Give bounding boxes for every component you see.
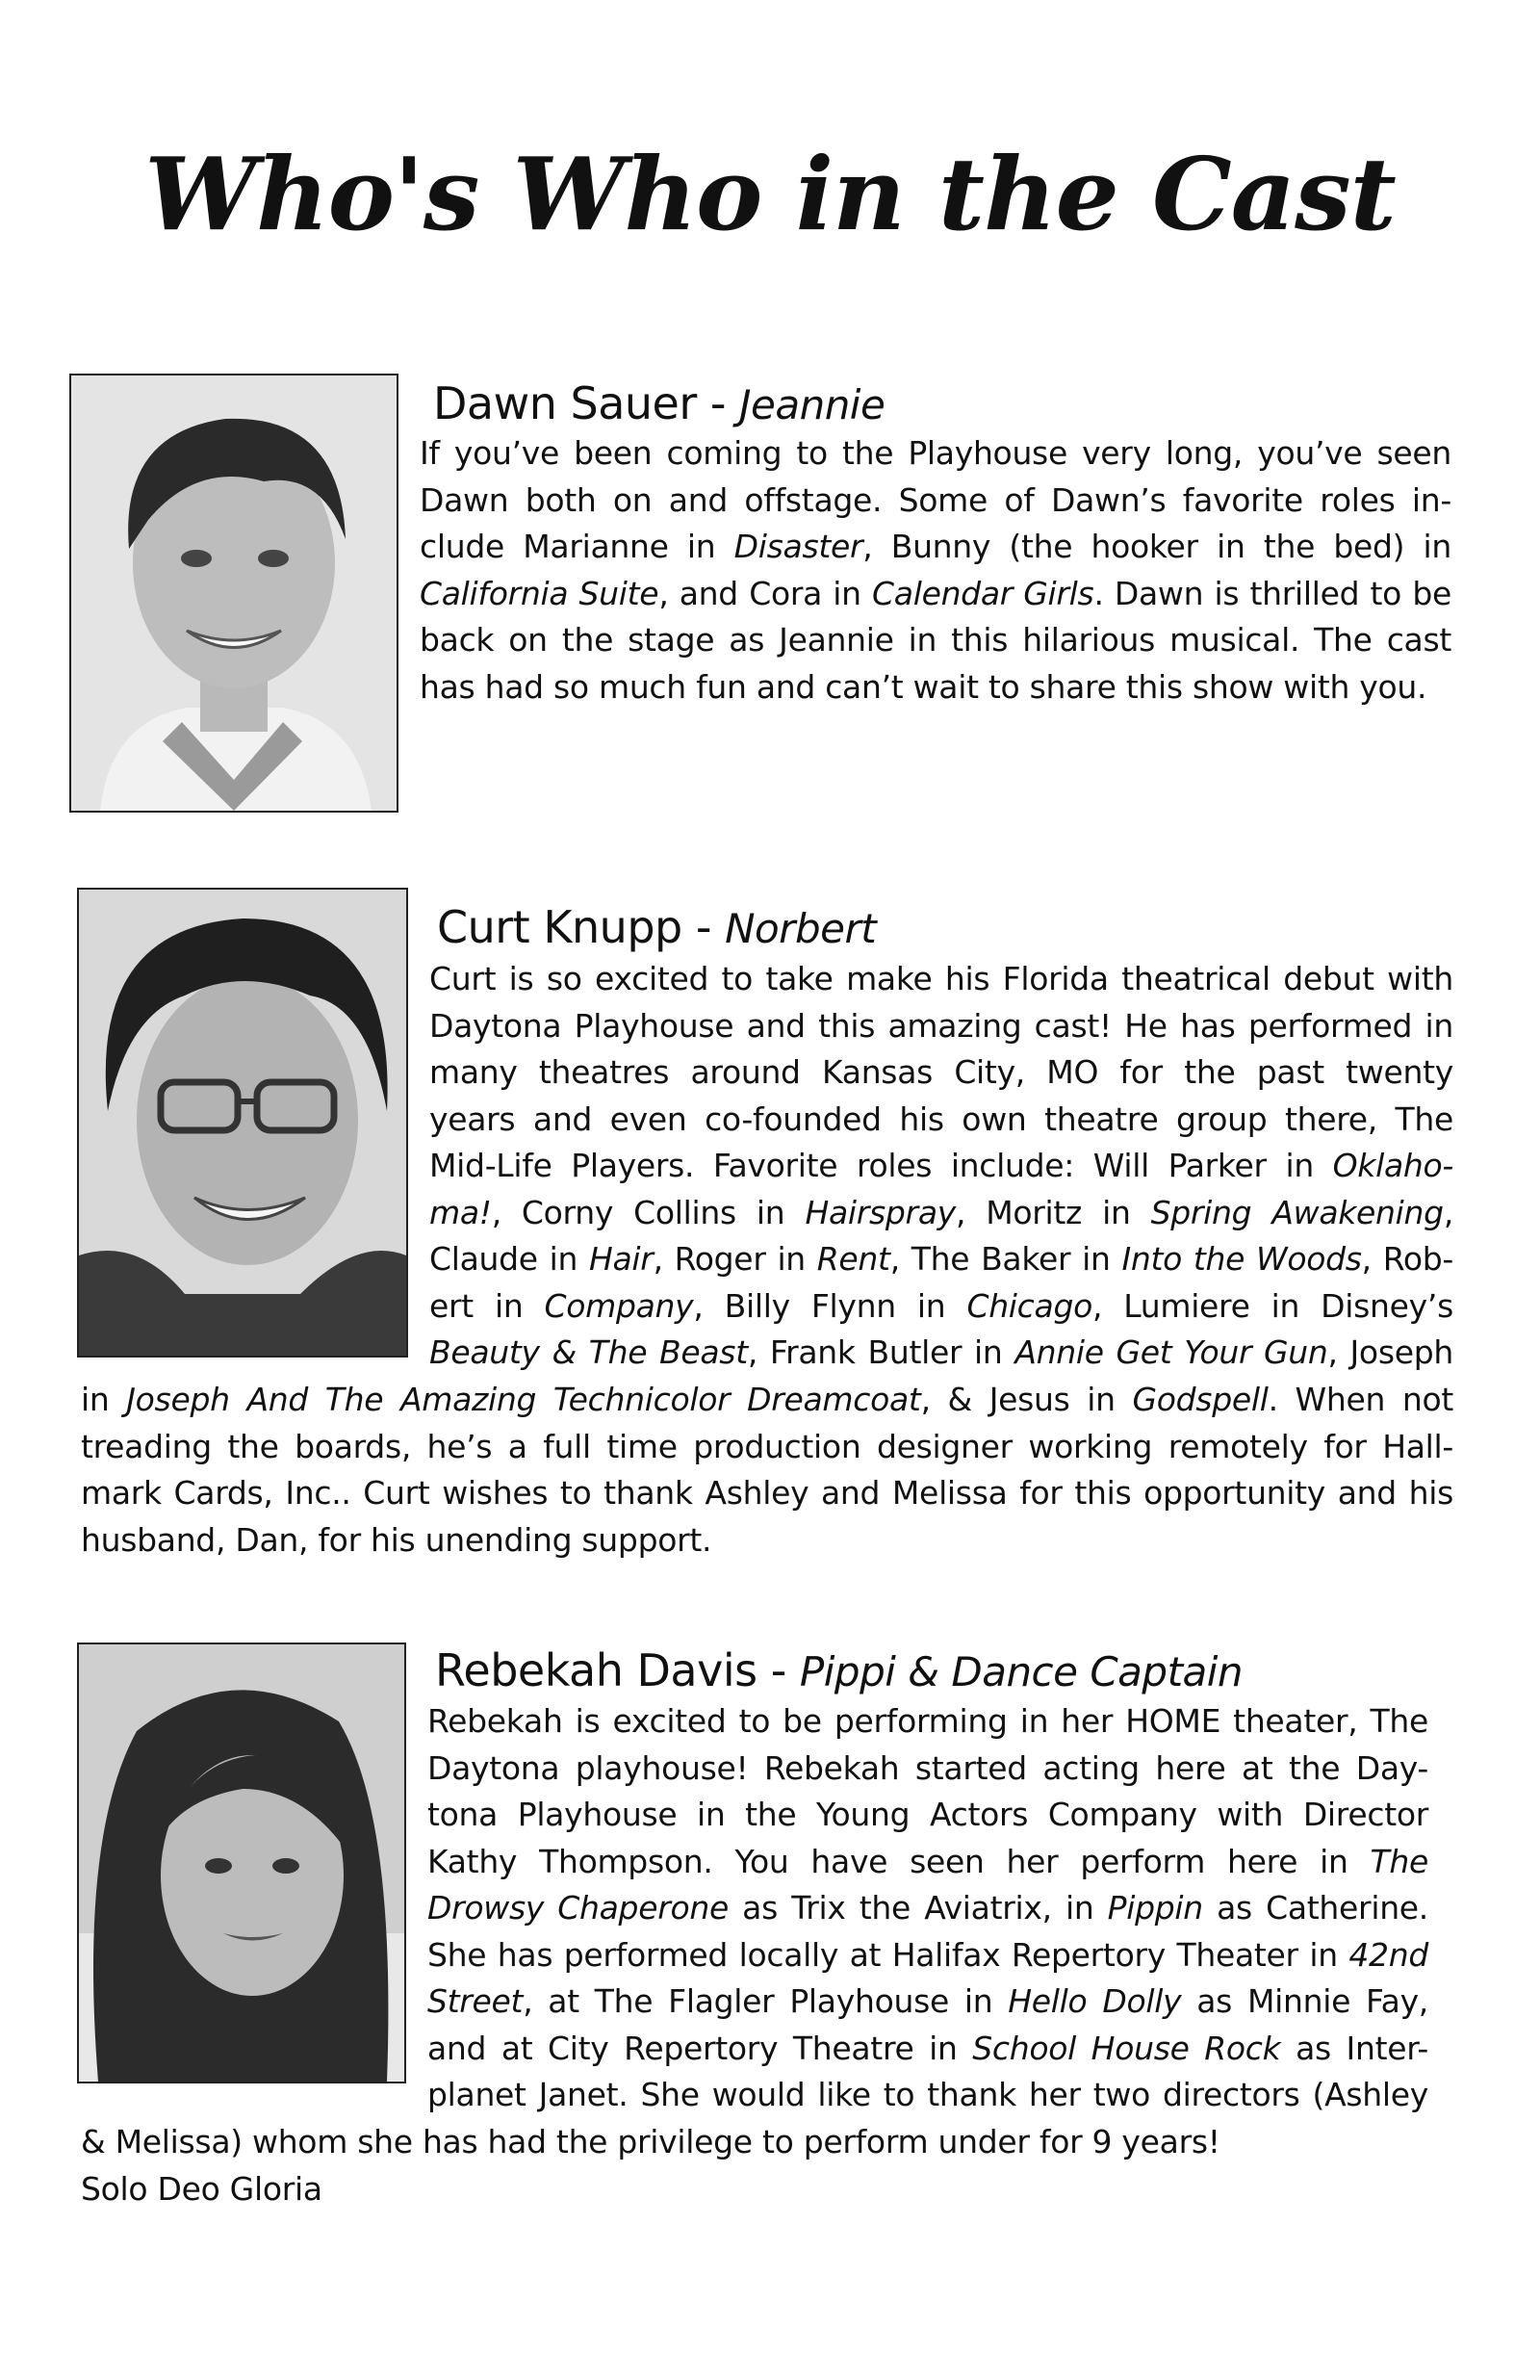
bio-title-text: Godspell	[1132, 1381, 1269, 1418]
bio-text: many theatres around Kansas City, MO for the past twenty	[429, 1053, 1453, 1091]
bio-text: mark Cards, Inc.. Curt wishes to thank Ashley and Melissa for this opportunity and his	[81, 1474, 1453, 1512]
bio-text: , and Cora in	[658, 574, 873, 612]
bio-line	[81, 2166, 1448, 2213]
bio-text: , Rob-	[1361, 1240, 1453, 1278]
bio-text: back on the stage as Jeannie in this hilarious musical. The cast	[420, 621, 1451, 659]
bio-line	[427, 2026, 1428, 2073]
bio-text: and at City Repertory Theatre in	[427, 2029, 973, 2067]
bio-title-text: Oklaho-	[1332, 1147, 1453, 1184]
bio-line	[81, 1377, 1453, 1424]
cast-name-line	[437, 901, 877, 953]
bio-line	[420, 664, 1451, 711]
cast-bio-continued	[81, 1377, 1453, 1564]
bio-text: as Inter-	[1280, 2029, 1428, 2067]
bio-text: , at The Flagler Playhouse in	[523, 1982, 1009, 2020]
bio-text: as Catherine.	[1202, 1889, 1428, 1927]
bio-title-text: Chicago	[966, 1286, 1092, 1325]
bio-text: If you’ve been coming to the Playhouse very long, you’ve seen	[420, 434, 1451, 472]
bio-text: in	[81, 1381, 127, 1418]
headshot-photo	[79, 1644, 404, 2082]
bio-text: Daytona Playhouse and this amazing cast! He has performed in	[429, 1006, 1453, 1045]
bio-text: . Dawn is thrilled to be	[1093, 574, 1451, 612]
bio-title-text: Disaster	[733, 528, 863, 565]
bio-line	[427, 1839, 1428, 1886]
bio-line	[420, 571, 1451, 618]
bio-line	[427, 1885, 1428, 1932]
headshot-photo	[71, 375, 397, 811]
headshot-photo	[79, 890, 406, 1356]
bio-text: , Corny Collins in	[491, 1193, 806, 1231]
bio-line	[420, 617, 1451, 664]
bio-text: , Billy Flynn in	[693, 1286, 967, 1325]
bio-text: . When not	[1268, 1381, 1453, 1418]
bio-title-text: 42nd	[1348, 1935, 1428, 1974]
cast-bio	[427, 1698, 1428, 2119]
bio-text: Curt is so excited to take make his Florida theatrical debut with	[429, 960, 1453, 997]
bio-text: , & Jesus in	[920, 1381, 1133, 1418]
cast-bio	[429, 956, 1453, 1377]
bio-title-text: Hello Dolly	[1008, 1982, 1182, 2020]
bio-line	[429, 1330, 1453, 1377]
bio-text: years and even co-founded his own theatre group there, The	[429, 1099, 1453, 1138]
bio-text: , Frank Butler in	[747, 1333, 1015, 1371]
cast-name: Rebekah Davis	[435, 1644, 757, 1696]
name-separator: -	[757, 1644, 800, 1696]
bio-title-text: Company	[544, 1286, 694, 1325]
bio-text: ,	[1443, 1193, 1454, 1231]
bio-title-text: ma!	[429, 1193, 492, 1231]
bio-line	[429, 1190, 1453, 1237]
bio-title-text: Hairspray	[805, 1193, 956, 1231]
bio-text: Claude in	[429, 1240, 589, 1278]
cast-name-line	[435, 1644, 1244, 1696]
bio-line	[429, 1143, 1453, 1190]
cast-role: Norbert	[725, 905, 877, 952]
bio-title-text: Beauty & The Beast	[429, 1333, 748, 1371]
bio-title-text: Annie Get Your Gun	[1014, 1333, 1328, 1371]
name-separator: -	[696, 377, 740, 429]
name-separator: -	[681, 901, 726, 953]
cast-bio-continued	[81, 2119, 1448, 2212]
bio-text: as Minnie Fay,	[1181, 1982, 1428, 2020]
bio-title-text: Spring Awakening	[1150, 1193, 1444, 1231]
bio-title-text: Hair	[589, 1240, 654, 1278]
bio-text: treading the boards, he’s a full time production designer working remotely for Hall-	[81, 1427, 1453, 1465]
cast-role: Pippi & Dance Captain	[799, 1648, 1244, 1695]
bio-line	[429, 956, 1453, 1003]
cast-bio	[420, 430, 1451, 711]
bio-text: , Joseph	[1327, 1333, 1453, 1371]
bio-line	[427, 1698, 1428, 1746]
bio-text: as Trix the Aviatrix, in	[728, 1889, 1108, 1927]
bio-title-text: Street	[427, 1982, 524, 2020]
bio-title-text: The	[1370, 1842, 1428, 1880]
cast-photo-curt-knupp	[77, 888, 408, 1358]
bio-line	[420, 478, 1451, 525]
bio-title-text: Calendar Girls	[872, 574, 1094, 612]
bio-line	[429, 1236, 1453, 1283]
bio-title-text: Pippin	[1107, 1889, 1203, 1927]
bio-line	[81, 1517, 1453, 1565]
bio-text: Mid-Life Players. Favorite roles include: Will Parker in	[429, 1147, 1333, 1184]
bio-title-text: Joseph And The Amazing Technicolor Dreamcoat	[126, 1381, 921, 1418]
bio-line	[427, 1792, 1428, 1839]
bio-text: Dawn both on and offstage. Some of Dawn’s favorite roles in-	[420, 480, 1451, 519]
bio-text: Solo Deo Gloria	[81, 2169, 322, 2208]
bio-line	[427, 1746, 1428, 1793]
bio-text: tona Playhouse in the Young Actors Company with Director	[427, 1796, 1428, 1833]
bio-text: , The Baker in	[889, 1240, 1122, 1278]
cast-name-line	[433, 377, 886, 429]
cast-name: Curt Knupp	[437, 901, 682, 953]
bio-text: has had so much fun and can’t wait to share this show with you.	[420, 667, 1427, 706]
bio-text: Rebekah is excited to be performing in her HOME theater, The	[427, 1702, 1428, 1740]
bio-line	[81, 2119, 1448, 2166]
bio-text: , Moritz in	[955, 1193, 1151, 1231]
bio-title-text: Rent	[816, 1240, 890, 1278]
cast-photo-dawn-sauer	[69, 374, 398, 813]
page-title: Who's Who in the Cast	[144, 135, 1396, 253]
bio-text: , Bunny (the hooker in the bed) in	[862, 528, 1451, 565]
bio-line	[427, 2072, 1428, 2119]
bio-text: planet Janet. She would like to thank her two directors (Ashley	[427, 2076, 1428, 2113]
bio-line	[427, 1932, 1428, 1979]
cast-name: Dawn Sauer	[433, 377, 697, 429]
bio-title-text: California Suite	[420, 574, 659, 612]
bio-text: She has performed locally at Halifax Repertory Theater in	[427, 1935, 1349, 1974]
bio-title-text: Drowsy Chaperone	[427, 1889, 729, 1927]
bio-text: Daytona playhouse! Rebekah started acting here at the Day-	[427, 1748, 1428, 1787]
bio-text: , Roger in	[653, 1240, 817, 1278]
bio-line	[420, 430, 1451, 478]
bio-text: Kathy Thompson. You have seen her perform here in	[427, 1842, 1371, 1880]
cast-photo-rebekah-davis	[77, 1643, 406, 2083]
bio-text: clude Marianne in	[420, 528, 734, 565]
bio-text: & Melissa) whom she has had the privilege to perform under for 9 years!	[81, 2123, 1220, 2160]
bio-line	[429, 1097, 1453, 1144]
bio-line	[429, 1003, 1453, 1050]
bio-title-text: School House Rock	[972, 2029, 1281, 2067]
bio-line	[429, 1049, 1453, 1097]
bio-title-text: Into the Woods	[1121, 1240, 1362, 1278]
bio-line	[427, 1979, 1428, 2026]
bio-text: , Lumiere in Disney’s	[1091, 1286, 1453, 1325]
bio-text: husband, Dan, for his unending support.	[81, 1520, 712, 1559]
bio-line	[429, 1283, 1453, 1331]
bio-line	[81, 1424, 1453, 1471]
cast-role: Jeannie	[739, 381, 886, 428]
bio-text: ert in	[429, 1286, 545, 1325]
bio-line	[81, 1470, 1453, 1517]
bio-line	[420, 524, 1451, 571]
